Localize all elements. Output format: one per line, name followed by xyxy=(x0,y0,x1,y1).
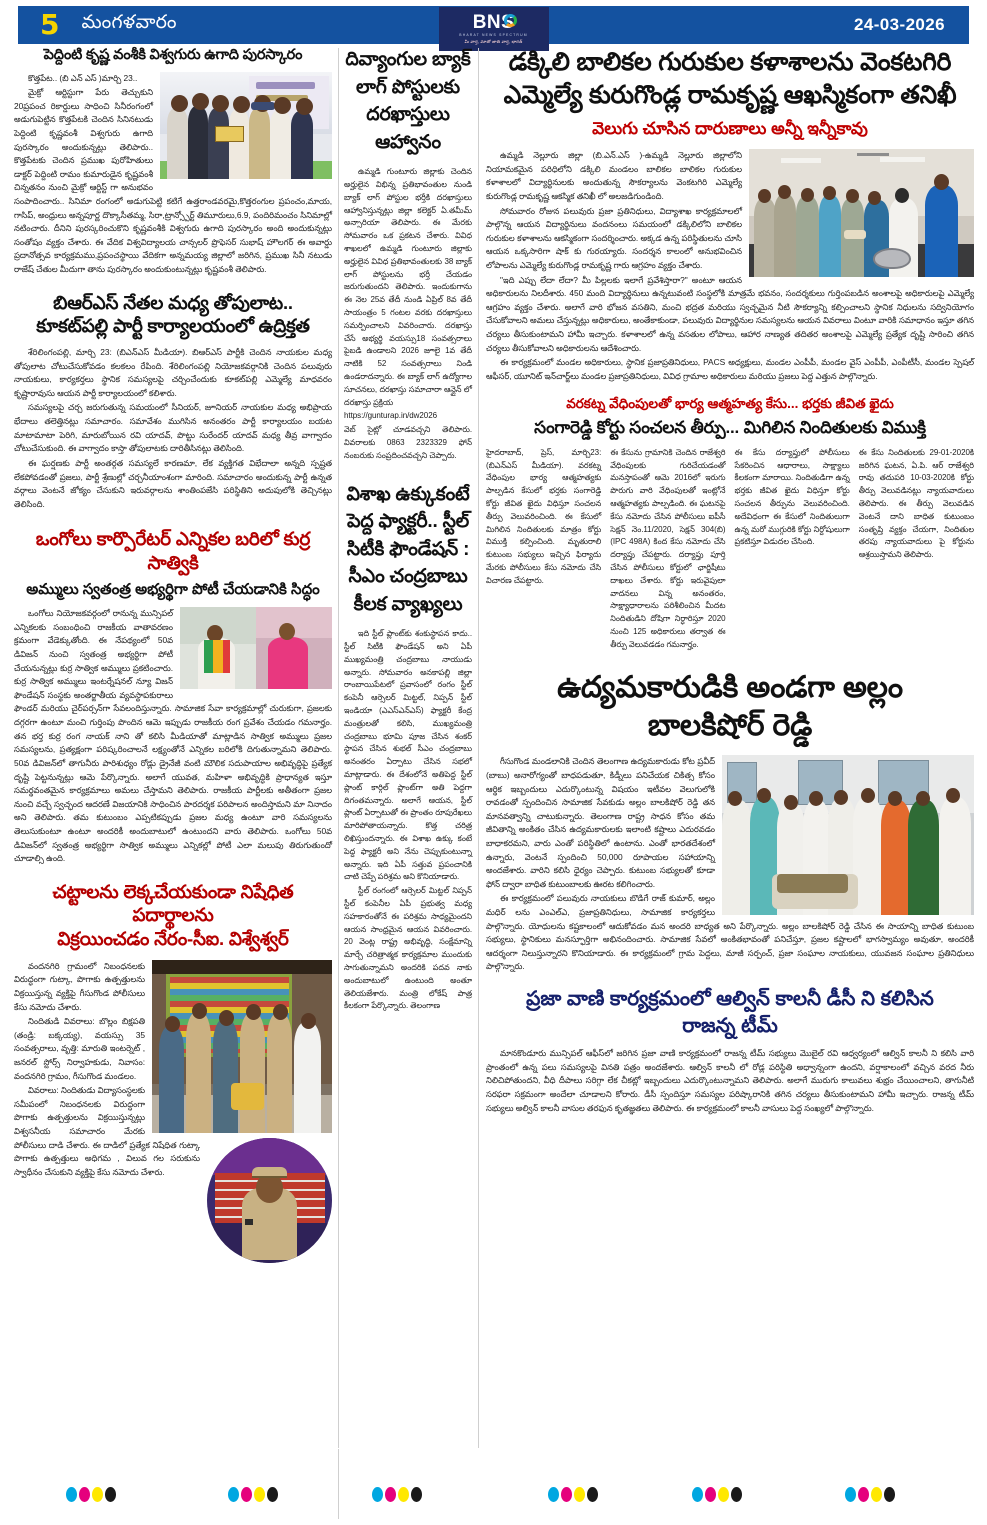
headline: విశాఖ ఉక్కుకంటే పెద్ద ఫ్యాక్టరీ.. స్టీల్ సిటీకి ఫౌండేషన్ : సీఎం చంద్రబాబు కీలక వ్యాఖ్యలు xyxy=(346,483,470,615)
paragraph: స్టీల్ రంగంలో ఆర్సెలర్ మిట్టల్ నిప్పన్ స్టీల్ కంపెనీల ఏపీ ప్రభుత్వ మధ్య సహకారంతోనే ఈ పరిశ్రమ సాధ్యమైందని ఆయన సాంధ్రమైన ఆయన వివరించారు. 20 వెంట్ల రాష్ట్ర అభివృద్ధి, సంక్షేమాన్ని మార్చే చరిత్రాత్మక కార్యక్రమాల ముందుకు సాగుతున్నామని అందరికి పదవ నాకు అందుబాటులో ఉంటుంది అంతూ తెలియజేశారు. మంత్రి లోకేష్ పాత్ర కీలకంగా పేర్కొన్నారు. తెలంగాణ xyxy=(344,886,472,1011)
four-column-body xyxy=(486,447,974,653)
paragraph: సోమవారం రోజున పలువురు ప్రజా ప్రతినిధులు, విద్యాశాఖ కార్యక్రమాలలో పాల్గొన్న ఆయన విద్యార్థినులు వందనంలు సమయంలో డక్కిలిలోని బాలికల గురుకుల కళాశాలను ఆకస్మికంగా సందర్శించారు. అక్కడ ఉన్న పరిస్థితులను చూసి ఆయన ఒక్కసారిగా షాక్ కు గురయ్యారు. సందర్శన కాలంలో అనుభవించిన లోపాలను ఎమ్మెల్యే కురుగొండ్ల రామకృష్ణ గారు ఆగ్రహం వ్యక్తం చేశారు. xyxy=(486,205,742,270)
column-3 xyxy=(486,46,974,1116)
headline: పెద్దింటి కృష్ణ వంశీకి విశ్వగురు ఉగాది పురస్కారం xyxy=(43,47,303,63)
subheadline: అమ్ములు స్వతంత్ర అభ్యర్థిగా పోటీ చేయడానికి సిద్ధం xyxy=(26,580,320,598)
reg-mark-group xyxy=(548,1487,598,1502)
paragraph: కొత్తపేట.. (బి ఎన్ ఎస్ )మార్చి 23.. xyxy=(28,72,138,83)
photo-police-raid xyxy=(152,960,332,1133)
paragraph: "ఇది ఎప్పు లేదా లేదా? మీ పిల్లలకు ఇలాగే ప్రవేశిస్తారా?" అంటూ ఆయన అధికారులను నిలదీశారు. 450 మంది విద్యార్థినులు ఉన్నటువంటి సంస్థలోకి మాత్రమే భవనం, సందర్శకులు గుర్తింపబడిన అంశాలపై అధికారులపై ఎమ్మెల్యే ఆగ్రహం వ్యక్తం చేశారు. అలాగే వారి భోజన వసతిని, మంచి భద్రత మరియు స్వచ్ఛమైన నీటి సౌకర్యాన్ని కల్పించాలని స్థానిక నిధులను సద్వినియోగం చేసుకోవాలని అమలు చేస్తున్నట్లు అధికారులు, అంతేకాకుండా, పలువురు విద్యార్థినుల సమస్యలను ఆయన వివరాలు వింటూ వారికి సమాధానం ఇస్తూ తగిన చర్యలు తీసుకుంటామని హామీ ఇచ్చారు. కళాశాలలో ఉన్న వసతుల లోపాలు, ఆహార నాణ్యత తదితర అంశాలపై ఎమ్మెల్యే ప్రత్యేక దృష్టి సారించి తగిన చర్యలు తీసుకోవాలని అధికారులను ఆదేశించారు. xyxy=(486,274,974,353)
headline-line-2: కూకట్‌పల్లి పార్టీ కార్యాలయంలో ఉద్రిక్తత xyxy=(36,315,310,337)
article-brs-clash xyxy=(14,291,332,512)
article-banned-goods xyxy=(14,880,332,1180)
subheadline: వెలుగు చూసిన దారుణాలు అన్నీ ఇన్నీకావు xyxy=(592,119,868,138)
reg-mark-group xyxy=(228,1487,278,1502)
paragraph: మానకొండూరు మున్సిపల్ ఆఫీస్‌లో జరిగిన ప్రజా వాణి కార్యక్రమంలో రాజన్న టీమ్ సభ్యులు మొబైల్ రవి ఆధ్వర్యంలో ఆల్విన్ కాలనీ ని కలిసి వారి ప్రాంతంలో ఉన్న పలు సమస్యలపై వినతి పత్రం అందజేశారు. ఆల్విన్ కాలనీ లో రోడ్ల పరిస్థితి అధ్వాన్నంగా ఉందని, వర్షాకాలంలో వచ్చిన వరద నీరు నిలిచిపోతుందని, వీధి దీపాలు సరిగ్గా లేక చీకట్లో ఇబ్బందులు ఎదుర్కొంటున్నామని తెలిపారు. అలాగే మురుగు కాలువలు శుభ్రం చేయించాలని, తాగునీటి సరఫరా సక్రమంగా అందేలా చూడాలని కోరారు. డీసీ స్పందిస్తూ సమస్యల పరిష్కారానికి తగిన చర్యలు తీసుకుంటామని హామీ ఇచ్చారు. రాజన్న టీమ్ సభ్యులు అల్విన్ కాలనీ వాసుల తరఫున కృతజ్ఞతలు తెలిపారు. ఈ కార్యక్రమంలో కాలనీ వాసులు పెద్ద సంఖ్యలో పాల్గొన్నారు. xyxy=(486,1048,974,1113)
column-1 xyxy=(14,46,332,1266)
page-number: 5 xyxy=(40,8,60,41)
paragraph: ఈ కేసు దర్యాప్తులో పోలీసులు సేకరించిన ఆధారాలు, సాక్ష్యాలు కీలకంగా మారాయి. నిందితుడిగా ఉన్న భర్తకు జీవిత ఖైదు విధిస్తూ కోర్టు సంచలన తీర్పును వెలువరించింది. అదేవిధంగా ఈ కేసులో నిందితులుగా ఉన్న మరో ముగ్గురికి కోర్టు నిర్దోషులుగా ప్రకటిస్తూ విడుదల చేసింది. xyxy=(734,447,850,547)
headline-line-1: బిఆర్ఎస్ నేతల మధ్య తోపులాట.. xyxy=(53,291,293,313)
headline-line-1: ప్రజా వాణి కార్యక్రమంలో ఆల్విన్ కాలనీ డీసీ ని కలిసిన xyxy=(526,988,934,1011)
reg-mark-group xyxy=(66,1487,116,1502)
logo-text: BNS xyxy=(473,13,515,32)
paragraph: శేరిలింగంపల్లి, మార్చి 23: (బిఎన్ఎస్ మీడియా). బిఆర్ఎస్ పార్టీకి చెందిన నాయకుల మధ్య తోపులాట చోటుచేసుకోవడం కలకలం రేపింది. శేరిలింగంపల్లి నియోజకవర్గానికి చెందిన పలువురు నాయకులు, కార్యకర్తలు స్థానిక సమస్యలపై చర్చించేందుకు కూకట్‌పల్లి ఎమ్మెల్యే మాధవరం కృష్ణారావుసు ఆయన పార్టీ కార్యాలయంలో కలిశారు. xyxy=(14,347,332,398)
headline-line-2: ఎమ్మెల్యే కురుగొండ్ల రామకృష్ణ ఆఖస్మికంగా తనిఖీ xyxy=(503,80,957,109)
paragraph: ఈ కేసు నిందితులకు 29-01-2020కి జరిగిన ఘటన, ఏ.పి. ఆర్ రాజేశ్వరి రావు తదుపరి 10-03-2020కి కోర్టు తీర్పు వెలువడినట్లు న్యాయవాదులు తెలిపారు. ఈ తీర్పు వెలువడిన వెంటనే దాని బాధిత కుటుంబం సంతృప్తి వ్యక్తం చేయగా, నిందితుల తరపు న్యాయవాదులు పై కోర్టును ఆశ్రయిస్తామని తెలిపారు. xyxy=(858,447,974,560)
column-2 xyxy=(344,46,472,1014)
article-activist-support xyxy=(486,669,974,975)
body-col-c xyxy=(735,447,850,653)
paragraph: ఈ కార్యక్రమంలో పలువురు నాయకులు బొడిగే రాజ్ కుమార్, అల్లం మధిర్ లను ఎంఎల్ఎ, ప్రజాప్రతినిధులు, సామాజిక కార్యకర్తలు పాల్గొన్నారు. యోధులను కష్టకాలంలో ఆదుకోవడం మన అందరి బాధ్యత అని పేర్కొన్నారు. అల్లం బాలకిషోర్ రెడ్డి చేసిన ఈ సాయాన్ని బాధిత కుటుంబ సభ్యులు, స్థానికులు మనస్ఫూర్తిగా అభినందించారు. సామాజిక సేవలో అంకితభావంతో పనిచేస్తూ, ప్రజల కష్టాలలో భాగస్వామ్యం అవుతూ, అందరికీ ఆదర్శంగా నిలుస్తున్నారని కొనియాడారు. ఈ కార్యక్రమంలో గ్రామ పెద్దలు, మాజీ సర్పంచ్, ప్రజా సంఘాల నాయకులు, యువజన సంఘాల ప్రతినిధులు పాల్గొన్నారు. xyxy=(486,893,974,972)
article-steel-city xyxy=(344,481,472,1014)
photo-cheque-handover xyxy=(722,755,974,915)
paragraph: హైదరాబాద్, ప్రెస్, మార్చి23: (బిఎన్ఎస్ మీడియా). వరకట్న వేధింపుల భార్య ఆత్మహత్యకు పాల్పడిన కేసులో భర్తకు సంగారెడ్డి కోర్టు జీవిత ఖైదు విధిస్తూ సంచలన తీర్పు వెలువరించింది. ఈ కేసులో మిగిలిన నిందితులకు మాత్రం కోర్టు విముక్తి కల్పించింది. మృతురాలి కుటుంబ సభ్యులు ఇచ్చిన ఫిర్యాదు మేరకు పోలీసులు కేసు నమోదు చేసి విచారణ చేపట్టారు. xyxy=(486,447,602,585)
bns-logo xyxy=(439,7,549,51)
paragraph: ఇది స్టీల్ ప్లాంట్‌కు శంకుస్థాపన కాదు.. స్టీల్ సిటీకి ఫౌండేషన్ అని ఏపీ ముఖ్యమంత్రి చంద్రబాబు నాయుడు అన్నారు. సోమవారం అనకాపల్లి జిల్లా రాంబాయిపేటలో ప్రవాసంలో రంగం స్టీల్ కంపెనీ ఆర్సెలర్ మిట్టల్, నిప్పన్ స్టీల్ ఇండియా (ఎఎస్ఎన్ఎస్) ఫ్యాక్టరీ కేంద్ర మంత్రులతో కలిసి, ముఖ్యమంత్రి చంద్రబాబు భూమి పూజ చేసిన శంకర్ స్థాపన చేసిన శుభల్ సీఎం చంద్రబాబు అనంతరం ఏర్పాటు చేసిన సభలో మాట్లాడారు. ఈ దేశంలోనే అతిపెద్ద స్టీల్ ప్లాంట్ కార్గిల్ ప్లాంట్‌గా అతి పెద్దగా దిగంతమన్నారు. అలాగే ఆయన, స్టీల్ ప్లాంట్ ఏర్పాటుతో ఈ ప్రాంతం రూపురేఖలు మారిపోతాయన్నారు. కొత్త చరిత్ర లిఖిస్తుందన్నారు. ఈ విశాఖ ఉక్కు కంటే పెద్ద ఫ్యాక్టరీ అని నేను చెప్పుకుంటున్నా అన్నారు. ఇది ఏపీ సత్తువ ప్రపంచానికి చాటి చెప్పే పరిశ్రమ అని కొనియాడారు. xyxy=(344,629,472,882)
day-label: మంగళవారం xyxy=(81,12,177,33)
body-col-a xyxy=(486,447,601,653)
article-body xyxy=(344,628,472,1013)
headline-line-2: బాలకిషోర్ రెడ్డి xyxy=(647,708,813,742)
paragraph: వందనగిరి గ్రామంలో నిబంధనలకు విరుద్ధంగా గుట్కా, పొగాకు ఉత్పత్తులను విక్రయిస్తున్న వ్యక్తిపై గీసుగొండ పోలీసులు కేసు నమోదు చేశారు. xyxy=(14,960,145,1012)
headline-line-1: డక్కిలి బాలికల గురుకుల కళాశాలను వెంకటగిరి xyxy=(508,48,952,76)
headline-line-2: విక్రయించడం నేరం-సీఐ. విశ్వేశ్వర్ xyxy=(57,928,289,950)
photo-ci-officer xyxy=(207,1138,332,1263)
paragraph: ఉమ్మడి నెల్లూరు జిల్లా (బి.ఎన్.ఎస్ )-ఉమ్మడి నెల్లూరు జిల్లాలోని నియామకమైన పరిధిలోని డక్కిలి మండలం బాలికల బాలికల గురుకుల కళాశాలలో విద్యార్థినులకు అందుతున్న సౌకర్యాలను వెంకటగిరి ఎమ్మెల్యే కురుగొండ్ల రామకృష్ణ ఆకస్మిక తనిఖీ లో అలజడిగుండింది. xyxy=(486,150,742,201)
body-col-d xyxy=(859,447,974,653)
photo-award-ceremony xyxy=(160,72,332,179)
reg-mark-group xyxy=(845,1487,895,1502)
paragraph: గీసుగొండ మండలానికి చెందిన తెలంగాణ ఉద్యమకారుడు కోట ప్రవీద్ (బాబు) అనారోగ్యంతో బాధపడుతూ, కిడ్నీలు పనిచేయక చికిత్స కోసం ఆర్థిక ఇబ్బందులు ఎదుర్కొంటున్న విషయం ఇటీవల వెలుగులోకి రావడంతో స్పందించిన సామాజిక సేవకుడు అల్లం బాలకిషోర్ రెడ్డి తన మానవత్వాన్ని చాటుకున్నారు. తెలంగాణ రాష్ట్ర సాధన కోసం తమ జీవితాన్ని అంకితం చేసిన ఉద్యమకారులకు ఇలాంటి కష్టాలు ఎదురవడం బాధాకరమని, వారు ఎంతో పరిస్థితిలో ఉంటాను. ఎంతో భారతదేశంలో ఉన్నారు, వెంటనే స్పందించి 50,000 రూపాయల సహాయాన్ని అందజేశారు. వారిని కలిసి ధైర్యం చెప్పారు. కుటుంబ సభ్యులతో కూడా ఫోన్ ద్వారా బాధిత కుటుంబాలకు ఊరట కలిగించారు. xyxy=(486,756,715,889)
application-url[interactable]: https://gunturap.in/dw2026 xyxy=(344,411,437,421)
body-col-b xyxy=(610,447,725,653)
paragraph: వెబ్ సైట్లో చూడవచ్చని తెలిపారు. వివరాలకు 0863 2323329 ఫోన్ నంబరుకు సంప్రదించవచ్చని చెప్పారు. xyxy=(344,425,472,460)
logo-telugu-tagline: మీ వార్త, మాతో జాతి వార్త, భారత్ xyxy=(464,38,523,44)
headline-line-1: ఉద్యమకారుడికి అండగా అల్లం xyxy=(557,670,903,704)
swirl-icon xyxy=(504,14,517,27)
photo-candidate-couple xyxy=(180,607,332,689)
photo-school-meal-inspection xyxy=(749,149,974,277)
paragraph: వివరాలు: నిందితుడు విద్యాసంస్థలకు సమీపంలో నిబంధనలకు విరుద్ధంగా పొగాకు ఉత్పత్తులను విక్రయిస్తున్నట్లు విశ్వసనీయ సమాచారం మేరకు పోలీసులు దాడి చేశారు. ఈ దాడిలో ప్రత్యేక నిషేధిత గుట్కా పొగాకు ఉత్పత్తులు అధిగమ , విలువ గల సరుకును స్వాధీనం చేసుకుని వ్యక్తిపై కేసు నమోదు చేశారు. xyxy=(14,1085,200,1177)
masthead xyxy=(18,6,969,44)
reg-mark-group xyxy=(372,1487,422,1502)
paragraph: సమస్యలపై చర్చ జరుగుతున్న సమయంలో సీనియర్, జూనియర్ నాయకుల మధ్య అభిప్రాయ భేదాలు తలెత్తినట్లు సమాచారం. సమావేశం ముగిసిన అనంతరం పార్టీ కార్యాలయం బయట మాటామాటా పెరిగి, మారుబోయిన రవి యాదవ్, పొట్టు సురేందర్ యాదవ్ మధ్య తీవ్ర వాగ్వాదం చోటుచేసుకుంది. ఈ వాగ్వాదం కాస్తా తోపులాటకు దారితీసినట్లు తెలిసింది. xyxy=(14,402,332,454)
article-body xyxy=(344,166,472,462)
registration-marks xyxy=(0,1487,987,1511)
paragraph: ఉమ్మడి గుంటూరు జిల్లాకు చెందిన అర్హులైన విభిన్న ప్రతిభావంతుల నుండి బ్యాక్ లాగ్ పోస్టుల భర్తీకి దరఖాస్తులు ఆహ్వానిస్తున్నట్లు జిల్లా కలెక్టర్ ఏ.తమీమ్ అన్సారియా తెలిపారు. ఈ మేరకు సోమవారం ఒక ప్రకటన చేశారు. వివిధ శాఖలలో ఉమ్మడి గుంటూరు జిల్లాకు అర్హులైన వివిధ ప్రతిభావంతులకు 38 బ్యాక్ లాగ్ పోస్టులను భర్తీ చేయడం జరుగుతుందని తెలిపారు. ఇందుకుగాను ఈ నెల 25వ తేదీ నుండి ఏప్రిల్ 8వ తేదీ సాయంత్రం 5 గంటల వరకు దరఖాస్తులు సమర్పించాలని వివరించారు. దరఖాస్తు చేసే అభ్యర్థి వయస్సు18 సంవత్సరాలు పైబడి ఉండాలని 2026 జూలై 1వ తేదీ నాటికి 52 సంవత్సరాలు నిండి ఉండరాదన్నారు. ఈ బ్యాక్ లాగ్ ఉద్యోగాల సూచనలు, దరఖాస్తు సమాచారా ఆన్లైన్ లో దరఖాస్తు ప్రక్రియ xyxy=(344,167,472,407)
logo-subtext: BHARAT NEWS SPECTRUM xyxy=(459,32,528,37)
article-body xyxy=(486,1047,974,1115)
paragraph: ఈ ఘర్షణకు పార్టీ అంతర్గత సమస్యలే కారణమా, లేక వ్యక్తిగత విభేదాలా అన్నది స్పష్టత లేకపోవడంతో ప్రజలు, పార్టీ శ్రేణుల్లో చర్చనీయాంశంగా మారింది. సమాచారం అందుకున్న పార్టీ ఉన్నత వర్గాలు వెంటనే జోక్యం చేసుకుని ఇరువర్గాలను శాంతింపజేసి పరిస్థితిని అదుపులోకి తెచ్చినట్లు తెలిసింది. xyxy=(14,457,332,509)
paragraph: ఒంగోలు నియోజకవర్గంలో రానున్న మున్సిపల్ ఎన్నికలకు సంబంధించి రాజకీయ వాతావరణం క్రమంగా వేడెక్కుతోంది. ఈ నేపథ్యంలో 50వ డివిజన్ నుంచి స్వతంత్ర అభ్యర్థిగా పోటీ చేయనున్నట్లు కుర్ర సాత్విక అమ్ములు ప్రకటించారు. కుర్ర సాత్విక అమ్ములు ఇంటర్నేషనల్ న్యూ విజన్ ఫౌండేషన్ సంస్థకు అంతర్జాతీయ వ్యవస్థాపకురాలు ఫౌండర్ మరియు చైర్‌పర్సన్‌గా సేవలందిస్తున్నారు. సామాజిక సేవా కార్యక్రమాల్లో చురుకుగా, ప్రజలకు దగ్గరగా ఉంటూ మంచి గుర్తింపు పొందిన ఆమె ఇప్పుడు రాజకీయ రంగ ప్రవేశం చేయడం గమనార్హం. తన భర్త కుర్ర రంగ నాయక్ నాని తో కలిసి మీడియాతో మాట్లాడిన సాత్విక అమ్ములు ప్రజల సమస్యలను, ప్రత్యక్షంగా పరిష్కరించాలనే లక్ష్యంతోనే ఎన్నికల బరిలోకి దిగుతున్నామని తెలిపారు. 50వ డివిజన్‌లో తాగునీరు పారిశుధ్యం రోడ్లు డ్రైనేజీ వంటి మౌలిక సదుపాయాల అభివృద్ధిపై ప్రత్యేక దృష్టి పెట్టనున్నట్లు ఆమె పేర్కొన్నారు. అలాగే యువత, మహిళా అభివృద్ధికి ప్రాధాన్యత ఇస్తూ సమర్థవంతమైన కార్యక్రమాలు అమలు చేస్తామని తెలిపారు. రాజకీయ పార్టీలకు అతీతంగా ప్రజల నుంచి వచ్చే స్వచ్ఛంద ఆదరణే విజయానికి సాధించిన పారదర్శక పరిపాలన అందిస్తామని మా నినాదం అని తెలిపారు. తమ కుటుంబం ఎప్పటికప్పుడు ప్రజల మధ్య ఉంటూ వారి సమస్యలను తెలుసుకుంటూ ఉంటూ అందరికీ అందుబాటులో ఉంటుందని వారు తెలిపారు. ఒంగోలు 50వ డివిజన్‌లో స్వతంత్ర అభ్యర్థిగా సాత్విక అమ్ములు ఎన్నికల్లో పోటీ ఎలా మలుపు తిరుగుతుందో చూడాల్సి ఉంది. xyxy=(14,608,332,864)
paragraph: ఈ కేసును గ్రామానికి చెందిన రాజేశ్వరి వేధింపులకు గురిచేయడంతో మనస్తాపంతో ఆమె 2016లో ఇరుగు పొరుగు వారి వేధింపులతో ఇంట్లోనే ఆత్మహత్యకు పాల్పడింది. ఈ ఘటనపై కేసు నమోదు చేసిన పోలీసులు ఐపీసీ సెక్షన్ నెం.11/2020, సెక్షన్ 304(బి) (IPC 498A) కింద కేసు నమోదు చేసి దర్యాప్తు చేపట్టారు. దర్యాప్తు పూర్తి చేసిన పోలీసులు కోర్టులో ఛార్జిషీటు దాఖలు చేశారు. కోర్టు ఇరువైపులా వాదనలు విన్న అనంతరం, సాక్ష్యాధారాలను పరిశీలించిన మీదట నిందితుడిని దోషిగా నిర్ధారిస్తూ 2020 నుంచి 125 అధికారులు తర్వాత ఈ తీర్పు వెలువడడం గమనార్హం. xyxy=(610,447,726,649)
article-praja-vani xyxy=(486,986,974,1115)
kicker-subheadline: వరకట్న వేధింపులతో భార్య ఆత్మహత్య కేసు... భర్తకు జీవిత ఖైదు xyxy=(566,396,894,412)
headline: ఒంగోలు కార్పొరేటర్ ఎన్నికల బరిలో కుర్ర సాత్వికి xyxy=(35,528,311,574)
paragraph: నిందితుడి వివరాలు: బొల్లం బిక్షపతి (తండ్రి: బక్కయ్య), వయస్సు 35 సంవత్సరాలు, వృత్తి: మారుతి ఇంటర్నెట్ , జనరల్ స్టోర్స్ నిర్వాహకుడు, నివాసం: వందనగిరి గ్రామం, గీసుగొండ మండలం. xyxy=(14,1016,145,1081)
article-gurukul-inspection xyxy=(486,46,974,383)
article-body xyxy=(14,346,332,511)
article-krishna-vamsi xyxy=(14,46,332,277)
article-dowry-verdict xyxy=(486,395,974,652)
headline-line-1: చట్టాలను లెక్కచేయకుండా నిషేధిత పదార్థాలను xyxy=(52,880,294,926)
headline: సంగారెడ్డి కోర్టు సంచలన తీర్పు... మిగిలిన నిందితులకు విముక్తి xyxy=(534,418,926,437)
headline: దివ్యాంగుల బ్యాక్ లాగ్ పోస్టులకు దరఖాస్తులు ఆహ్వానం xyxy=(345,49,471,153)
headline-line-2: రాజన్న టీమ్ xyxy=(682,1014,778,1037)
article-ongole-corporator xyxy=(14,527,332,865)
article-backlog-posts xyxy=(344,46,472,463)
reg-mark-group xyxy=(692,1487,742,1502)
column-grid xyxy=(0,46,987,1461)
issue-date: 24-03-2026 xyxy=(854,15,945,34)
paragraph: మైక్రో ఆర్టిస్టుగా పేరు తెచ్చుకుని 20ప్రపంచ రికార్డులు సాధించి సినీరంగంలో అడుగుపెట్టిన కొత్తపేటకి చెందిన సినినటుడు పెద్దింటి కృష్ణవంశీ విశ్వగురు ఉగాది పురస్కారం అందుకున్నట్లు తెలిపారు.. కొత్తపేటకు చెందిన ప్రముఖ పురోహితులు డాక్టర్ పెద్దింటి రామం కుమారుడైన కృష్ణవంశీ చిన్నతనం నుంచి మైక్రో ఆర్టిస్ట్ గా అనుభవం సంపాదించారు.. సినిమా రంగంలో అడుగుపెట్టి కటిగే ఉత్తరాండవరమై,కొత్తరంగుల ప్రపంచం,మాయ, గాసిప్, అంధ్రులు అన్నపూర్ణ దొక్కాసీతమ్మ, సిరా,ట్రాన్స్పోర్ట్ తిమూరులు,6.9, పందిరిమంచం సినిమాల్లో నటించారు. దీనిని పురస్కరించుకొని కృష్ణవంశీకి విశ్వగురు ఉగాది పురస్కారం అంది అందుకున్నట్లు సంతోషం వ్యక్తం చేశారు. ఈ వేదిక విశ్వవిద్యాలయ చాన్సలర్ ప్రొఫెసర్ సుభాష్ హౌలగర్ ఈ అవార్డు ప్రదానోత్సవ కార్యక్రమము,ప్రపంచస్థాయి వేదికగా అన్నమయ్య జిల్లాలో జరిగిన, ప్రముఖ సినీ నటుడు రాజేష్ చేతుల మీదుగా తాను పురస్కారం అందుకుంటున్నట్లు కృష్ణవంశీ తెలిపారు. xyxy=(14,87,332,275)
paragraph: ఈ కార్యక్రమంలో మండల అధికారులు, స్థానిక ప్రజాప్రతినిధులు, PACS అధ్యక్షులు, మండల ఎంపీపీ, మండల వైస్ ఎంపీపీ, ఎంపీటీసీ, మండల స్పెషల్ ఆఫీసర్, యూనిట్ ఇన్‌చార్జ్‌లు మండల ప్రజాప్రతినిధులు, వివిధ గ్రామాల అధికారులు మరియు ప్రజలు పెద్ద ఎత్తున పాల్గొన్నారు. xyxy=(486,357,974,381)
